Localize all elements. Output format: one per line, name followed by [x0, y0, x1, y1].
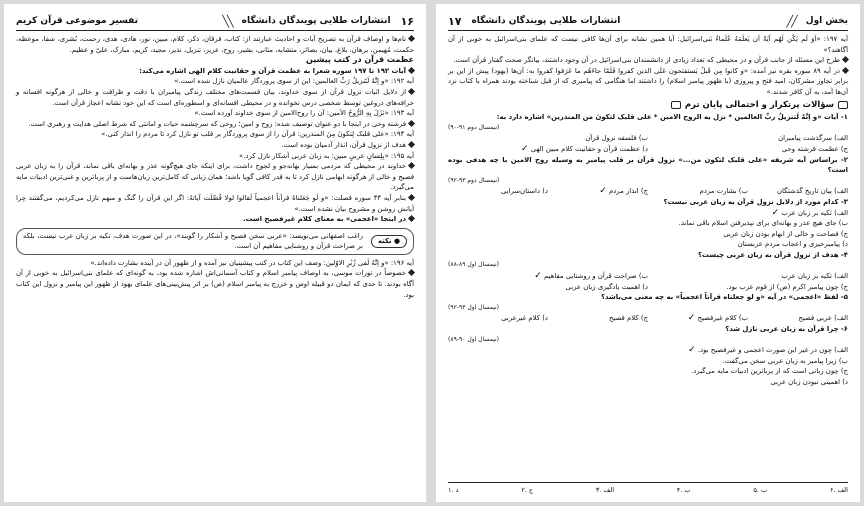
checkmark-icon: ✓	[687, 313, 696, 324]
section-title: تفسیر موضوعی قرآن کریم	[16, 16, 139, 26]
publisher-name: انتشارات طلایی پویندگان دانشگاه	[471, 16, 621, 26]
scroll-icon	[671, 101, 681, 109]
option: ج) کلام فصیح	[609, 314, 648, 323]
paragraph: آیه ۱۹۶: «و اِنَّهُ لَفی زُبُرِ الاوّلین: وصف این کتاب در کتب پیشینیان نیز آمده و از ظهور آن در آینده بشارت داده‌اند.»	[90, 258, 414, 267]
checkmark-icon: ✓	[771, 207, 780, 218]
paragraph: آیه ۱۹۴: «علی قلبک لِتکونَ مِنَ المنذرین: قرآن را از سوی پروردگار بر قلب تو نازل کرد تا مردم را انذار کنی.»	[101, 130, 414, 139]
publisher-name: انتشارات طلایی پویندگان دانشگاه	[241, 16, 391, 26]
option: ب) جای هیچ عذر و بهانه‌ای برای نپذیرفتن اسلام باقی نماند.	[678, 219, 848, 228]
option: د) عظمت قرآن و حقانیت کلام مبین الهی ✓	[520, 143, 648, 154]
scroll-icon	[838, 101, 848, 109]
note-label: ● نکته	[371, 235, 407, 248]
option: ج) انذار مردم ✓	[599, 186, 648, 197]
paragraph: از دلایل اثبات نزول قرآن از سوی خداوند، بیان قسمت‌های مختلف زندگی پیامبران با دقت و ظرافت و خالی از هرگونه افسانه و خرافه‌های دروغین توسط شخصی درس نخوانده و در محیطی افسانه‌ای و اسطوره‌ای است که این خود نشانه اعجاز قرآن است.	[16, 87, 414, 107]
option: ب) کلام غیرفصیح ✓	[687, 313, 748, 324]
paragraph: فرشته وحی در اینجا با دو عنوان توصیف شده: روح و امین؛ روحی که سرچشمه حیات و امانتی که شرط اصلی هدایت و رهبری است.	[16, 119, 414, 130]
answer: ۲. ج	[521, 486, 534, 494]
option: د) اهمیتی نبودن زبان عربی	[770, 378, 848, 386]
section-heading: عظمت قرآن در کتب پیشین	[306, 55, 414, 65]
question-6: ۶- چرا قرآن به زبان عربی نازل شد؟ (نیمسال اول ۹۰-۸۹) الف) چون در غیر این صورت اعجمی و غیرفصیح بود. ✓ ب) زیرا پیامبر به زبان عربی سخن می‌گفت. ج) چون زبانی است که از پرباترین ادبیات مایه می‌گیرد. د) اهمیتی نبودن زبان عربی	[448, 325, 848, 386]
page-16	[4, 4, 426, 502]
exam-term: (نیمسال اول ۹۳-۹۲)	[448, 303, 499, 311]
paragraph: در اینجا «اعجمی» به معنای کلام غیرفصیح است.	[16, 214, 414, 225]
bullet-icon	[408, 215, 415, 222]
option: الف) چون در غیر این صورت اعجمی و غیرفصیح بود. ✓	[688, 345, 848, 356]
paragraph: خداوند در محیطی که مردمی بسیار بهانه‌جو و لجوج داشت، برای اینکه جای هیچ‌گونه عذر و بهانه‌ای باقی نماند، قرآن را به زبان عربی فصیح و خالی از هرگونه ابهامی نازل کرد تا به قدر کافی گویا باشد؛ همان زبانی که کامل‌ترین زبان‌هاست و از پرباترین و غنی‌ترین ادبیات مایه می‌گیرد.	[16, 162, 414, 192]
bullet-icon	[842, 56, 849, 63]
bullet-icon	[408, 162, 415, 169]
section-title: بخش اول	[805, 16, 848, 26]
question-3: ۳- کدام مورد از دلایل نزول قرآن به زبان عربی نیست؟ الف) تکیه بر زبان عرب ✓ ب) جای هیچ عذر و بهانه‌ای برای نپذیرفتن اسلام باقی نماند. ج) فصاحت و خالی از ابهام بودن زبان عربی د) پیامبرخیزی و اعجاب مردم عربستان	[448, 197, 848, 250]
page-header	[16, 12, 414, 31]
option: ج) فصاحت و خالی از ابهام بودن زبان عربی	[723, 229, 848, 238]
option: ج) چون زبانی است که از پرباترین ادبیات مایه می‌گیرد.	[691, 367, 848, 376]
bullet-icon	[408, 194, 415, 201]
question-5: ۵- لفظ «اعجمی» در آیه «و لو جعلناه قرآناً اعجمیاً» به چه معنی می‌باشد؟ (نیمسال اول ۹۳-۹۲) الف) عربی فصیح ب) کلام غیرفصیح ✓ ج) کلام فصیح د) کلام غیرعربی	[448, 293, 848, 324]
bullet-icon	[408, 67, 415, 74]
bullet-icon	[408, 120, 415, 127]
option: ب) زیرا پیامبر به زبان عربی سخن می‌گفت.	[722, 356, 848, 365]
checkmark-icon: ✓	[534, 271, 542, 282]
option: ب) صراحت قرآن و روشنایی مفاهیم ✓	[534, 271, 648, 282]
paragraph: آیه ۱۹۷: «اَوَ لَم یَکُن لَهُم آیَةً اَن یَعلَمَهُ عُلَماءُ بَنی‌اسرائیل: آیا همین نشانه برای آن‌ها کافی نیست که علمای بنی‌اسرائیل به خوبی از آن آگاهند؟»	[448, 35, 849, 54]
checkmark-icon: ✓	[520, 143, 529, 154]
page-number: ۱۷	[448, 14, 462, 28]
option: د) اهمیت یادگیری زبان عربی	[565, 282, 648, 291]
page-number: ۱۶	[400, 14, 414, 28]
paragraph: خصوصاً در تورات موسی، به اوصاف پیامبر اسلام و کتاب آسمانی‌اش اشاره شده بود، به گونه‌ای که علمای بنی‌اسرائیل به خوبی از آن آگاه بودند. تا حدی که ایمان دو قبیله اوس و خزرج به پیامبر اسلام (ص) بر اثر پیش‌بینی‌های علمای یهود از ظهور این پیامبر و نزول این کتاب بود.	[16, 269, 414, 299]
answer: ۶. الف	[829, 486, 848, 494]
paragraph: بنابر آیه ۴۴ سوره فصلت: «و لَو جَعَلناهُ قرآناً اعجمیاً لَقالوا لولا فُصِّلَت آیاتهُ: اگر این قرآن را گنگ و مبهم نازل می‌کردیم، می‌گفتند چرا آیاتش روشن و مشروح بیان نشده است.»	[16, 193, 414, 213]
paragraph: آیه ۱۹۲: «و اِنَّهُ لَتَنزیلُ رَبِّ العالمین: این از سوی پروردگار عالمیان نازل شده است.»	[174, 77, 414, 86]
option: د) داستان‌سرایی	[500, 187, 548, 196]
header-ornament: ╱╱	[786, 14, 796, 28]
page-17	[436, 4, 860, 502]
page-header	[448, 12, 848, 31]
answer: ۱. د	[448, 486, 459, 494]
paragraph: آیات ۱۹۲ تا ۱۹۷ سوره شعرا به عظمت قرآن و حقانیت کلام الهی اشاره می‌کند:	[16, 66, 414, 77]
answer: ۵. ب	[753, 486, 768, 494]
option: ج) عظمت فرشته وحی	[781, 144, 848, 153]
note-box	[16, 228, 414, 255]
paragraph: طرح این مسئله از جانب قرآن و در محیطی که تعداد زیادی از دانشمندان بنی‌اسرائیل در آن وجود داشتند، بیانگر صحت گفتار قرآن است.	[448, 55, 848, 66]
question-2: ۲- براساس آیه شریفه «علی قلبک لتکون من...» نزول قرآن بر قلب پیامبر به وسیله روح الامین با چه هدفی بوده است؟ (نیمسال دوم ۹۳-۹۲) الف) بیان تاریخ گذشتگان ب) بشارت مردم ج) انذار مردم ✓ د) داستان‌سرایی	[448, 155, 848, 197]
exam-term: (نیمسال دوم ۹۱-۹۰)	[448, 123, 500, 131]
paragraph: در آیه ۸۹ سوره بقره نیز آمده: «و کانوا مِن قَبلُ یَستفتحون عَلَی الذین کفروا فَلَمّا جاءَهُم ما عَرَفوا کفروا به: آن‌ها (یهود) پیش از این بر برابر تجاوز مشرکان، امید فتح و پیروزی (با ظهور پیامبر اسلام) را داشتند اما هنگامی که پیامبری که از قبل شناخته بودند همراه با کتاب نزد آن‌ها آمد، به آن کافر شدند.»	[448, 66, 848, 96]
page-body	[448, 34, 848, 388]
checkmark-icon: ✓	[599, 186, 607, 197]
option: ب) بشارت مردم	[699, 187, 748, 196]
checkmark-icon: ✓	[688, 345, 696, 356]
answer: ۳. الف	[595, 486, 615, 494]
option: الف) تکیه بر زبان عرب ✓	[771, 207, 848, 218]
option: ج) چون پیامبر اکرم (ص) از قوم عرب بود.	[726, 282, 848, 291]
exam-term: (نیمسال اول ۹۰-۸۹)	[448, 335, 499, 343]
question-1: ۱- آیات «و اِنَّهُ لَتنزیلُ ربِّ العالمین * نزل به الروح الامین * علی قلبک لتکونَ من المنذرین» اشاره دارد به: (نیمسال دوم ۹۱-۹۰) الف) سرگذشت پیامبران ب) فلسفه نزول قرآن ج) عظمت فرشته وحی د) عظمت قرآن و حقانیت کلام مبین الهی ✓	[448, 113, 848, 154]
answer: ۴. ب	[676, 486, 691, 494]
option: ب) فلسفه نزول قرآن	[585, 134, 648, 143]
page-body	[16, 34, 414, 300]
bullet-icon	[408, 269, 415, 276]
paragraph: هدف از نزول قرآن، انذار آدمیان بوده است.	[16, 140, 414, 151]
option: الف) عربی فصیح	[798, 314, 848, 323]
questions-heading: سؤالات پرتکرار و احتمالی پایان ترم	[448, 100, 848, 111]
note-text: راغب اصفهانی می‌نویسد: «عربی سخن فصیح و آشکار را گویند»، در این صورت هدف، تکیه بر زبان عرب نیست، بلکه بر صراحت قرآن و روشنایی مفاهیم آن است.	[23, 231, 363, 251]
exam-term: (نیمسال دوم ۹۳-۹۲)	[448, 176, 500, 184]
bullet-icon	[408, 141, 415, 148]
paragraph: آیه ۱۹۳: «نَزَلَ بِهِ الرُّوحُ الاَمین: آن را روح‌الامین از سوی خداوند آورده است.»	[194, 109, 414, 118]
bullet-icon	[842, 67, 849, 74]
paragraph: آیه ۱۹۵: «بِلِسانٍ عربیٍ مبین: به زبان عربی آشکار نازل کرد.»	[239, 151, 414, 160]
option: د) کلام غیرعربی	[501, 314, 548, 323]
header-ornament: ╲╲	[222, 14, 232, 28]
question-4: ۴- هدف از نزول قرآن به زبان عربی چیست؟ (نیمسال اول ۸۹-۸۸) الف) تکیه بر زبان عرب ب) صراحت قرآن و روشنایی مفاهیم ✓ ج) چون پیامبر اکرم (ص) از قوم عرب بود. د) اهمیت یادگیری زبان عربی	[448, 250, 848, 291]
bullet-icon	[408, 35, 415, 42]
option: الف) تکیه بر زبان عرب	[781, 272, 848, 281]
option: الف) سرگذشت پیامبران	[778, 134, 848, 143]
exam-term: (نیمسال اول ۸۹-۸۸)	[448, 261, 499, 269]
option: د) پیامبرخیزی و اعجاب مردم عربستان	[737, 240, 848, 249]
paragraph: نام‌ها و اوصاف قرآن به تصریح آیات و احادیث عبارتند از: کتاب، فرقان، ذکر، کلام، مبین، نور، هادی، هدی، رحمت، بُشری، شفا، موعظه، حکمت، مُهیمن، برهان، بلاغ، بیان، بصائر، متشابه، مثانی، بشیر، روح، عزیز، تنزیل، نذیر، مجید، کریم، مبارک، علیّ و عظیم.	[16, 35, 414, 54]
option: الف) بیان تاریخ گذشتگان	[777, 187, 848, 196]
bullet-icon	[408, 88, 415, 95]
answer-key	[448, 482, 848, 494]
